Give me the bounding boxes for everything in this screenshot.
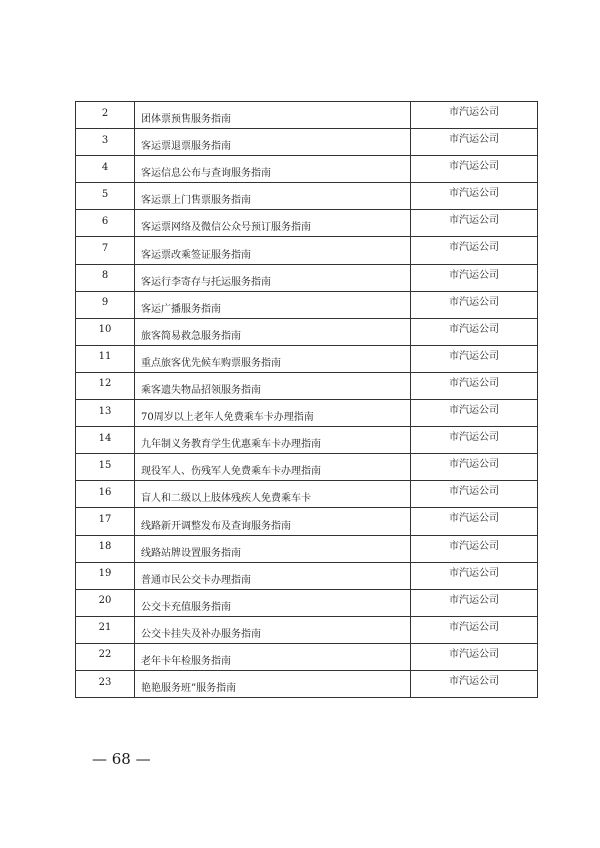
table-row [76, 616, 538, 643]
responsible-unit: 市汽运公司 [411, 291, 538, 318]
row-number: 6 [76, 210, 135, 237]
guide-name: 客运行李寄存与托运服务指南 [135, 264, 411, 291]
guide-name: 客运票网络及微信公众号预订服务指南 [135, 210, 411, 237]
row-number: 14 [76, 427, 135, 454]
table-row [76, 156, 538, 183]
table-row [76, 643, 538, 670]
guide-name: 团体票预售服务指南 [135, 102, 411, 129]
responsible-unit: 市汽运公司 [411, 318, 538, 345]
table-row [76, 400, 538, 427]
responsible-unit: 市汽运公司 [411, 400, 538, 427]
guide-name: 乘客遗失物品招领服务指南 [135, 372, 411, 399]
responsible-unit: 市汽运公司 [411, 102, 538, 129]
table-row [76, 264, 538, 291]
guide-name: 旅客简易救急服务指南 [135, 318, 411, 345]
table-row [76, 535, 538, 562]
row-number: 5 [76, 183, 135, 210]
guide-name: 客运信息公布与查询服务指南 [135, 156, 411, 183]
responsible-unit: 市汽运公司 [411, 589, 538, 616]
table-row [76, 102, 538, 129]
table-row [76, 237, 538, 264]
row-number: 19 [76, 562, 135, 589]
guide-name: 线路新开调整发布及查询服务指南 [135, 508, 411, 535]
responsible-unit: 市汽运公司 [411, 210, 538, 237]
responsible-unit: 市汽运公司 [411, 237, 538, 264]
row-number: 2 [76, 102, 135, 129]
row-number: 4 [76, 156, 135, 183]
table-row [76, 508, 538, 535]
guide-name: 公交卡充值服务指南 [135, 589, 411, 616]
table-row [76, 589, 538, 616]
guide-name: 老年卡年检服务指南 [135, 643, 411, 670]
responsible-unit: 市汽运公司 [411, 129, 538, 156]
table-row [76, 318, 538, 345]
table-row [76, 427, 538, 454]
row-number: 7 [76, 237, 135, 264]
guide-name: 客运广播服务指南 [135, 291, 411, 318]
table-row [76, 372, 538, 399]
responsible-unit: 市汽运公司 [411, 562, 538, 589]
row-number: 10 [76, 318, 135, 345]
table-row [76, 183, 538, 210]
table-row [76, 291, 538, 318]
row-number: 15 [76, 454, 135, 481]
guide-name: 艳艳服务班”服务指南 [135, 670, 411, 697]
guide-name: 70周岁以上老年人免费乘车卡办理指南 [135, 400, 411, 427]
row-number: 12 [76, 372, 135, 399]
row-number: 3 [76, 129, 135, 156]
responsible-unit: 市汽运公司 [411, 264, 538, 291]
responsible-unit: 市汽运公司 [411, 372, 538, 399]
guide-name: 现役军人、伤残军人免费乘车卡办理指南 [135, 454, 411, 481]
row-number: 16 [76, 481, 135, 508]
table-row [76, 562, 538, 589]
responsible-unit: 市汽运公司 [411, 427, 538, 454]
row-number: 20 [76, 589, 135, 616]
responsible-unit: 市汽运公司 [411, 535, 538, 562]
guide-name: 重点旅客优先候车购票服务指南 [135, 345, 411, 372]
page-number: — 68 — [92, 750, 151, 768]
guide-name: 客运票退票服务指南 [135, 129, 411, 156]
table-body [76, 102, 538, 698]
row-number: 17 [76, 508, 135, 535]
responsible-unit: 市汽运公司 [411, 481, 538, 508]
responsible-unit: 市汽运公司 [411, 670, 538, 697]
table-row [76, 481, 538, 508]
row-number: 9 [76, 291, 135, 318]
guide-name: 盲人和二级以上肢体残疾人免费乘车卡 [135, 481, 411, 508]
responsible-unit: 市汽运公司 [411, 183, 538, 210]
table-row [76, 345, 538, 372]
row-number: 8 [76, 264, 135, 291]
responsible-unit: 市汽运公司 [411, 454, 538, 481]
guide-name: 客运票改乘签证服务指南 [135, 237, 411, 264]
row-number: 22 [76, 643, 135, 670]
row-number: 23 [76, 670, 135, 697]
table-row [76, 129, 538, 156]
responsible-unit: 市汽运公司 [411, 345, 538, 372]
guide-name: 九年制义务教育学生优惠乘车卡办理指南 [135, 427, 411, 454]
row-number: 11 [76, 345, 135, 372]
guide-name: 客运票上门售票服务指南 [135, 183, 411, 210]
responsible-unit: 市汽运公司 [411, 156, 538, 183]
table-row [76, 454, 538, 481]
service-guide-table [75, 101, 538, 698]
responsible-unit: 市汽运公司 [411, 616, 538, 643]
responsible-unit: 市汽运公司 [411, 508, 538, 535]
guide-name: 普通市民公交卡办理指南 [135, 562, 411, 589]
responsible-unit: 市汽运公司 [411, 643, 538, 670]
row-number: 21 [76, 616, 135, 643]
guide-name: 公交卡挂失及补办服务指南 [135, 616, 411, 643]
table-row [76, 210, 538, 237]
row-number: 13 [76, 400, 135, 427]
guide-name: 线路站牌设置服务指南 [135, 535, 411, 562]
table-row [76, 670, 538, 697]
row-number: 18 [76, 535, 135, 562]
